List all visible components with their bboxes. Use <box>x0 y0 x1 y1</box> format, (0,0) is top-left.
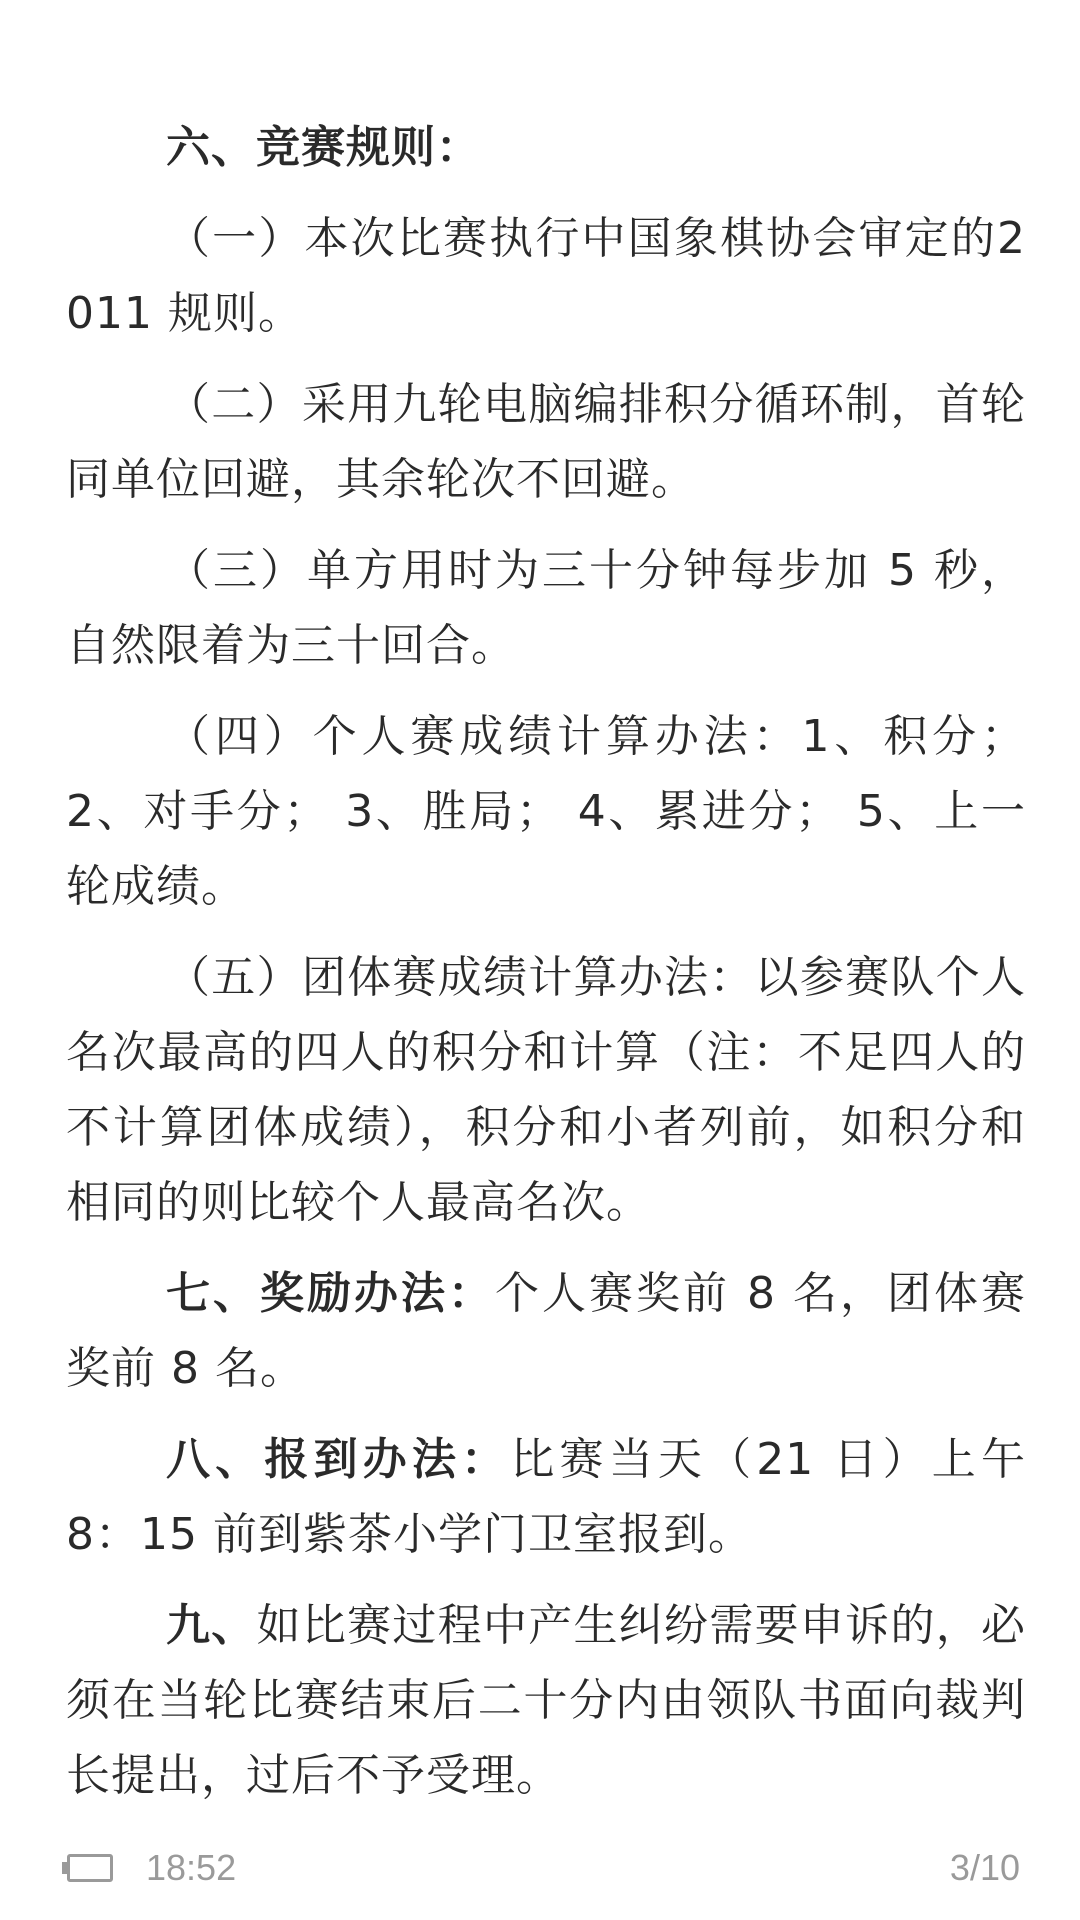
paragraph-text: （五）团体赛成绩计算办法：以参赛队个人名次最高的四人的积分和计算（注：不足四人的不计算团体成绩），积分和小者列前，如积分和相同的则比较个人最高名次。 <box>66 952 1026 1228</box>
paragraph-rule-5 <box>66 940 1026 1240</box>
paragraph-text: （四）个人赛成绩计算办法：1、积分；2、对手分； 3、胜局； 4、累进分； 5、上一轮成绩。 <box>66 711 1026 912</box>
paragraph-rule-3 <box>66 533 1026 683</box>
section-heading: 八、报到办法： <box>166 1434 511 1485</box>
paragraph-awards <box>66 1256 1026 1406</box>
paragraph-text: 个人赛奖前 8 名，团体赛奖前 8 名。 <box>66 1268 1027 1394</box>
section-heading: 七、奖励办法： <box>166 1268 496 1319</box>
page-indicator: 3/10 <box>949 1847 1020 1888</box>
document-page[interactable] <box>66 110 1026 1829</box>
battery-body <box>67 1854 113 1882</box>
battery-icon <box>62 1853 118 1883</box>
status-time: 18:52 <box>146 1847 237 1888</box>
paragraph-text: （一）本次比赛执行中国象棋协会审定的2011 规则。 <box>66 213 1026 339</box>
paragraph-rules-heading <box>66 110 1026 185</box>
section-heading: 九、 <box>166 1600 257 1651</box>
section-heading: 六、竞赛规则： <box>166 122 481 173</box>
paragraph-text: （三）单方用时为三十分钟每步加 5 秒，自然限着为三十回合。 <box>66 545 1026 671</box>
paragraph-rule-1 <box>66 201 1026 351</box>
paragraph-appeals <box>66 1588 1026 1813</box>
paragraph-text: （二）采用九轮电脑编排积分循环制，首轮同单位回避，其余轮次不回避。 <box>66 379 1026 505</box>
paragraph-text: 比赛当天（21 日）上午 8：15 前到紫茶小学门卫室报到。 <box>66 1434 1026 1560</box>
paragraph-registration <box>66 1422 1026 1572</box>
paragraph-text: 如比赛过程中产生纠纷需要申诉的，必须在当轮比赛结束后二十分内由领队书面向裁判长提出，过后不予受理。 <box>66 1600 1027 1801</box>
paragraph-rule-4 <box>66 699 1026 924</box>
reader-status-bar <box>62 1846 1020 1890</box>
paragraph-rule-2 <box>66 367 1026 517</box>
